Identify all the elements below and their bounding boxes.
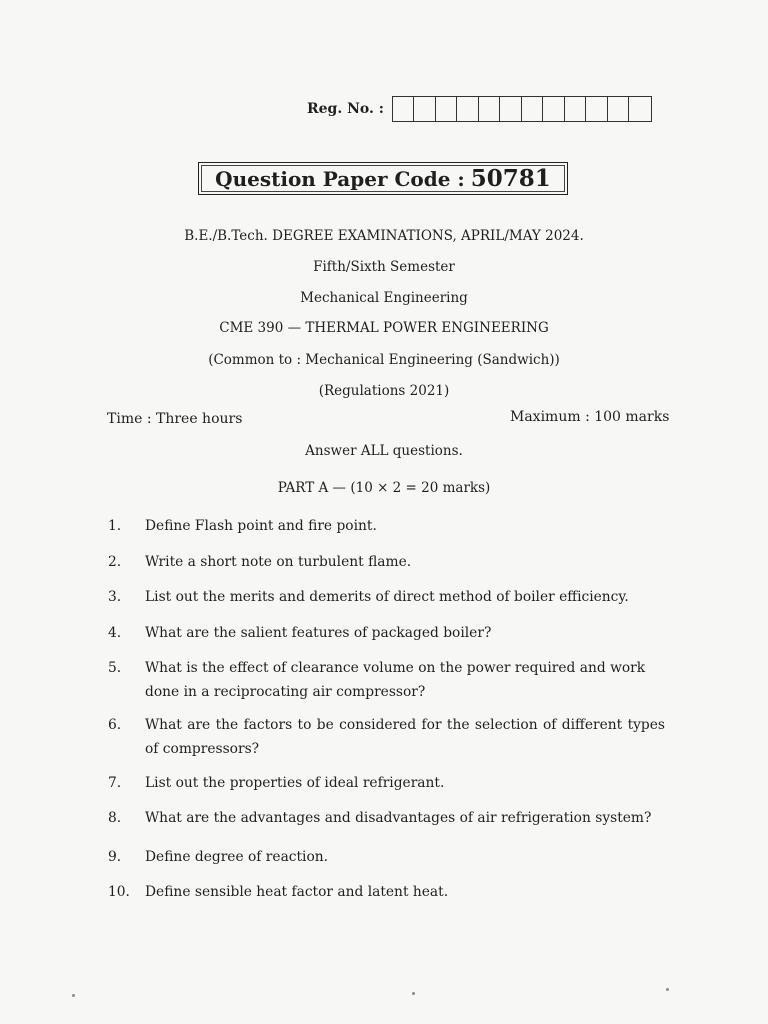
question-number: 3. [108,589,122,605]
course-title: CME 390 — THERMAL POWER ENGINEERING [219,320,549,336]
reg-number-box [500,97,522,121]
reg-number-box [457,97,479,121]
question-text: What are the advantages and disadvantages of air refrigeration system? [145,810,652,826]
reg-number-box [565,97,587,121]
time-duration: Time : Three hours [107,411,243,427]
question-number: 5. [108,660,122,676]
semester: Fifth/Sixth Semester [313,259,455,275]
reg-number-box [543,97,565,121]
question-number: 8. [108,810,122,826]
reg-number-box [522,97,544,121]
paper-code-value: 50781 [470,165,551,192]
common-to: (Common to : Mechanical Engineering (Sandwich)) [208,352,560,368]
scan-speck [72,994,75,997]
question-text: Define Flash point and fire point. [145,518,377,534]
question-number: 6. [108,717,122,733]
paper-code-label: Question Paper Code : [215,166,465,191]
maximum-marks: Maximum : 100 marks [510,409,670,425]
reg-number-box [629,97,651,121]
reg-number-box [414,97,436,121]
exam-title: B.E./B.Tech. DEGREE EXAMINATIONS, APRIL/MAY 2024. [184,228,584,244]
regulations: (Regulations 2021) [318,383,450,399]
question-text: What are the factors to be considered for the selection of different types of compressors? [145,717,665,757]
part-heading: PART A — (10 × 2 = 20 marks) [277,480,491,496]
question-number: 7. [108,775,122,791]
reg-number-box [393,97,415,121]
question-number: 10. [108,884,130,900]
reg-number-box [479,97,501,121]
reg-number-box [436,97,458,121]
question-number: 4. [108,625,122,641]
reg-number-field [307,96,652,122]
scan-speck [666,988,669,991]
reg-number-box [608,97,630,121]
reg-number-label: Reg. No. : [307,101,384,117]
question-number: 1. [108,518,122,534]
question-number: 9. [108,849,122,865]
department: Mechanical Engineering [300,290,468,306]
question-text: List out the merits and demerits of direct method of boiler efficiency. [145,589,629,605]
question-text: What are the salient features of packaged boiler? [145,625,492,641]
instruction: Answer ALL questions. [305,443,463,459]
question-number: 2. [108,554,122,570]
reg-number-boxes [392,96,652,122]
question-text: Write a short note on turbulent flame. [145,554,412,570]
question-text: List out the properties of ideal refrigerant. [145,775,445,791]
paper-code-box [198,162,568,195]
question-text: Define sensible heat factor and latent heat. [145,884,449,900]
scan-speck [412,992,415,995]
question-text: Define degree of reaction. [145,849,329,865]
question-text: What is the effect of clearance volume on the power required and work done in a reciprocating air compressor? [145,660,646,700]
reg-number-box [586,97,608,121]
